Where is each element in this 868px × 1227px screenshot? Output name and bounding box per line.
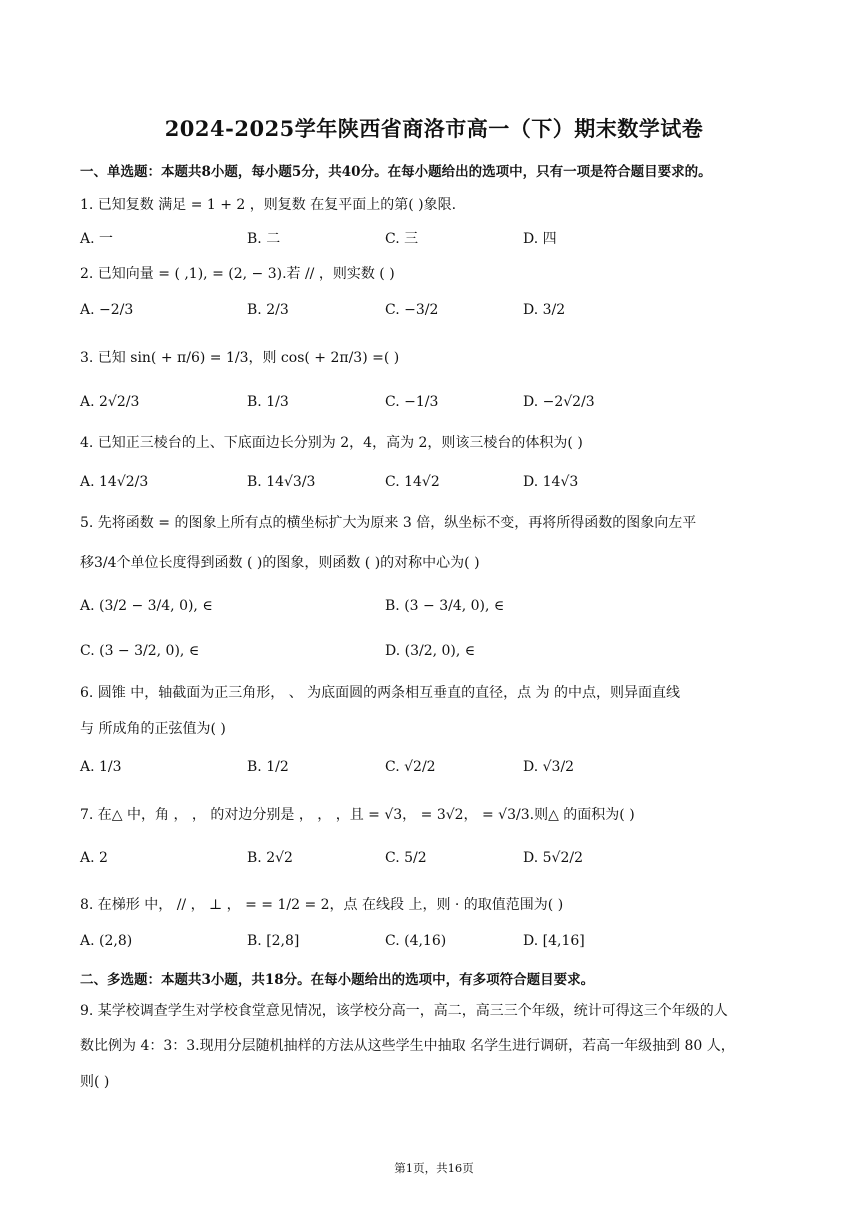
question-5-option-c: C. (3 − 3/2, 0), ∈ (80, 643, 200, 659)
question-6-option-a: A. 1/3 (80, 759, 122, 775)
question-4-option-b: B. 14√3/3 (247, 474, 316, 490)
question-6-option-b: B. 1/2 (247, 759, 289, 775)
question-1-option-c: C. 三 (385, 231, 419, 247)
section-heading-multiple-choice: 二、多选题：本题共3小题，共18分。在每小题给出的选项中，有多项符合题目要求。 (80, 972, 595, 988)
question-5-stem-line-1: 5. 先将函数 = 的图象上所有点的横坐标扩大为原来 3 倍，纵坐标不变，再将所得函数的图象向左平 (80, 515, 697, 531)
question-3-stem: 3. 已知 sin( + π/6) = 1/3，则 cos( + 2π/3) =( ) (80, 350, 400, 366)
question-9-stem-line-2: 数比例为 4：3：3.现用分层随机抽样的方法从这些学生中抽取 名学生进行调研，若高一年级抽到 80 人， (80, 1038, 735, 1054)
question-1-stem: 1. 已知复数 满足 = 1 + 2 ，则复数 在复平面上的第( )象限. (80, 197, 457, 213)
question-3-option-a: A. 2√2/3 (80, 394, 140, 410)
question-7-stem: 7. 在△ 中，角 ， ， 的对边分别是 ， ， ，且 = √3， = 3√2， = √3/3.则△ 的面积为( ) (80, 807, 635, 823)
question-1-option-b: B. 二 (247, 231, 281, 247)
question-4-option-d: D. 14√3 (523, 474, 579, 490)
question-8-option-a: A. (2,8) (80, 933, 133, 949)
question-1-option-a: A. 一 (80, 231, 114, 247)
question-2-option-d: D. 3/2 (523, 302, 566, 318)
question-8-option-c: C. (4,16) (385, 933, 447, 949)
question-4-stem: 4. 已知正三棱台的上、下底面边长分别为 2，4，高为 2，则该三棱台的体积为( ) (80, 435, 583, 451)
question-8-option-b: B. [2,8] (247, 933, 300, 949)
section-heading-single-choice: 一、单选题：本题共8小题，每小题5分，共40分。在每小题给出的选项中，只有一项是符合题目要求的。 (80, 164, 712, 180)
question-3-option-b: B. 1/3 (247, 394, 289, 410)
question-4-option-a: A. 14√2/3 (80, 474, 149, 490)
question-1-option-d: D. 四 (523, 231, 557, 247)
question-7-option-b: B. 2√2 (247, 850, 293, 866)
question-6-stem-line-2: 与 所成角的正弦值为( ) (80, 721, 226, 737)
question-6-option-c: C. √2/2 (385, 759, 436, 775)
question-7-option-d: D. 5√2/2 (523, 850, 583, 866)
question-8-stem: 8. 在梯形 中， // ， ⊥ ， = = 1/2 = 2，点 在线段 上，则 · 的取值范围为( ) (80, 897, 564, 913)
question-5-option-d: D. (3/2, 0), ∈ (385, 643, 476, 659)
question-5-option-b: B. (3 − 3/4, 0), ∈ (385, 598, 505, 614)
question-7-option-c: C. 5/2 (385, 850, 427, 866)
question-6-option-d: D. √3/2 (523, 759, 575, 775)
question-9-stem-line-3: 则( ) (80, 1074, 110, 1090)
page-title: 2024-2025学年陕西省商洛市高一（下）期末数学试卷 (164, 116, 704, 141)
question-2-stem: 2. 已知向量 = ( ,1), = (2, − 3).若 // ，则实数 ( ) (80, 266, 395, 282)
question-9-stem-line-1: 9. 某学校调查学生对学校食堂意见情况，该学校分高一，高二，高三三个年级，统计可得这三个年级的人 (80, 1003, 728, 1019)
question-5-stem-line-2: 移3/4个单位长度得到函数 ( )的图象，则函数 ( )的对称中心为( ) (80, 555, 480, 571)
question-2-option-c: C. −3/2 (385, 302, 439, 318)
question-5-option-a: A. (3/2 − 3/4, 0), ∈ (80, 598, 213, 614)
page-footer: 第1页，共16页 (394, 1161, 474, 1175)
question-3-option-c: C. −1/3 (385, 394, 439, 410)
question-7-option-a: A. 2 (80, 850, 108, 866)
question-2-option-b: B. 2/3 (247, 302, 289, 318)
question-2-option-a: A. −2/3 (80, 302, 134, 318)
question-6-stem-line-1: 6. 圆锥 中，轴截面为正三角形， 、 为底面圆的两条相互垂直的直径，点 为 的中点，则异面直线 (80, 685, 681, 701)
question-8-option-d: D. [4,16] (523, 933, 585, 949)
question-3-option-d: D. −2√2/3 (523, 394, 595, 410)
question-4-option-c: C. 14√2 (385, 474, 440, 490)
